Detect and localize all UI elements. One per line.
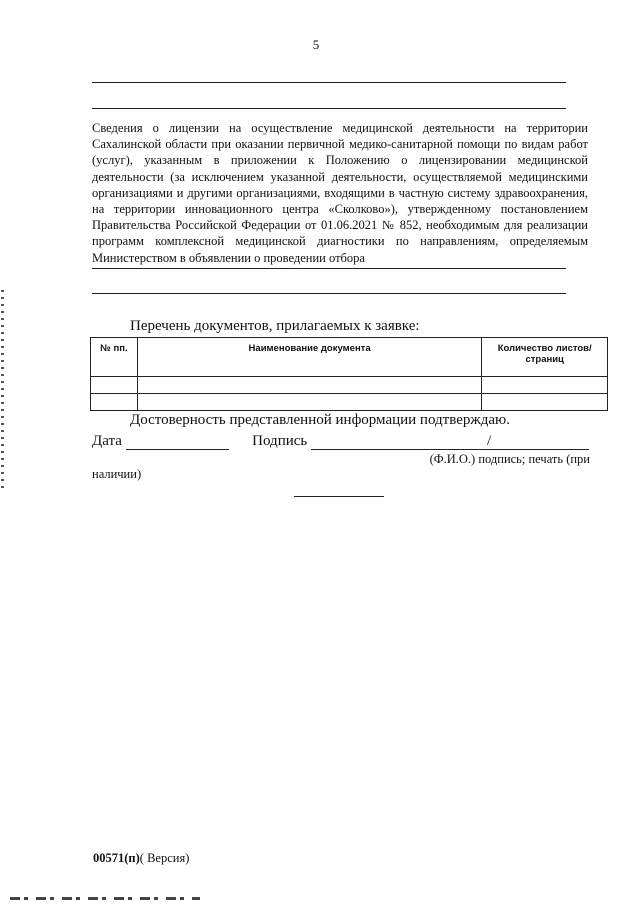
column-header-page-count: Количество листов/страниц	[482, 338, 608, 377]
scan-margin-marks	[1, 290, 4, 490]
signature-caption-continued: наличии)	[92, 467, 142, 481]
blank-line-2	[92, 108, 566, 109]
table-cell	[137, 394, 482, 411]
signature-label: Подпись	[252, 433, 308, 449]
signature-separator: /	[487, 433, 492, 449]
signature-caption: (Ф.И.О.) подпись; печать (при	[429, 452, 590, 466]
column-header-document-name: Наименование документа	[137, 338, 482, 377]
page-number: 5	[312, 37, 320, 52]
form-version: ( Версия)	[139, 851, 190, 865]
short-blank-line	[294, 496, 384, 497]
table-cell	[91, 394, 138, 411]
column-header-number: № пп.	[91, 338, 138, 377]
blank-line-4	[92, 293, 566, 294]
signature-field	[311, 434, 589, 450]
table-cell	[482, 394, 608, 411]
date-signature-line	[92, 433, 592, 450]
table-cell	[482, 377, 608, 394]
confirmation-text: Достоверность представленной информации подтверждаю.	[130, 412, 510, 428]
table-cell	[91, 377, 138, 394]
table-header-row	[91, 338, 608, 377]
date-field	[126, 434, 229, 450]
table-cell	[137, 377, 482, 394]
blank-line-1	[92, 82, 566, 83]
table-row	[91, 394, 608, 411]
form-code: 00571(п)	[93, 851, 140, 865]
date-label: Дата	[92, 433, 122, 449]
blank-line-3	[92, 268, 566, 269]
documents-heading: Перечень документов, прилагаемых к заявке:	[130, 318, 420, 334]
documents-table	[90, 337, 608, 411]
scan-bottom-marks	[10, 897, 200, 900]
license-paragraph: Сведения о лицензии на осуществление медицинской деятельности на территории Сахалинской области при оказании первичной медико-санитарной помощи по видам работ (услуг), указанным в приложении к Положению о лицензировании медицинской деятельности (за исключением указанной деятельности, осуществляемой медицинскими организациями и другими организациями, входящими в частную систему здравоохранения, на территории инновационного центра «Сколково»), утвержденному постановлением Правительства Российской Федерации от 01.06.2021 № 852, необходимым для реализации программ комплексной медицинской диагностики по направлениям, определяемым Министерством в объявлении о проведении отбора	[92, 121, 588, 265]
table-row	[91, 377, 608, 394]
footer-form-code	[93, 851, 189, 866]
